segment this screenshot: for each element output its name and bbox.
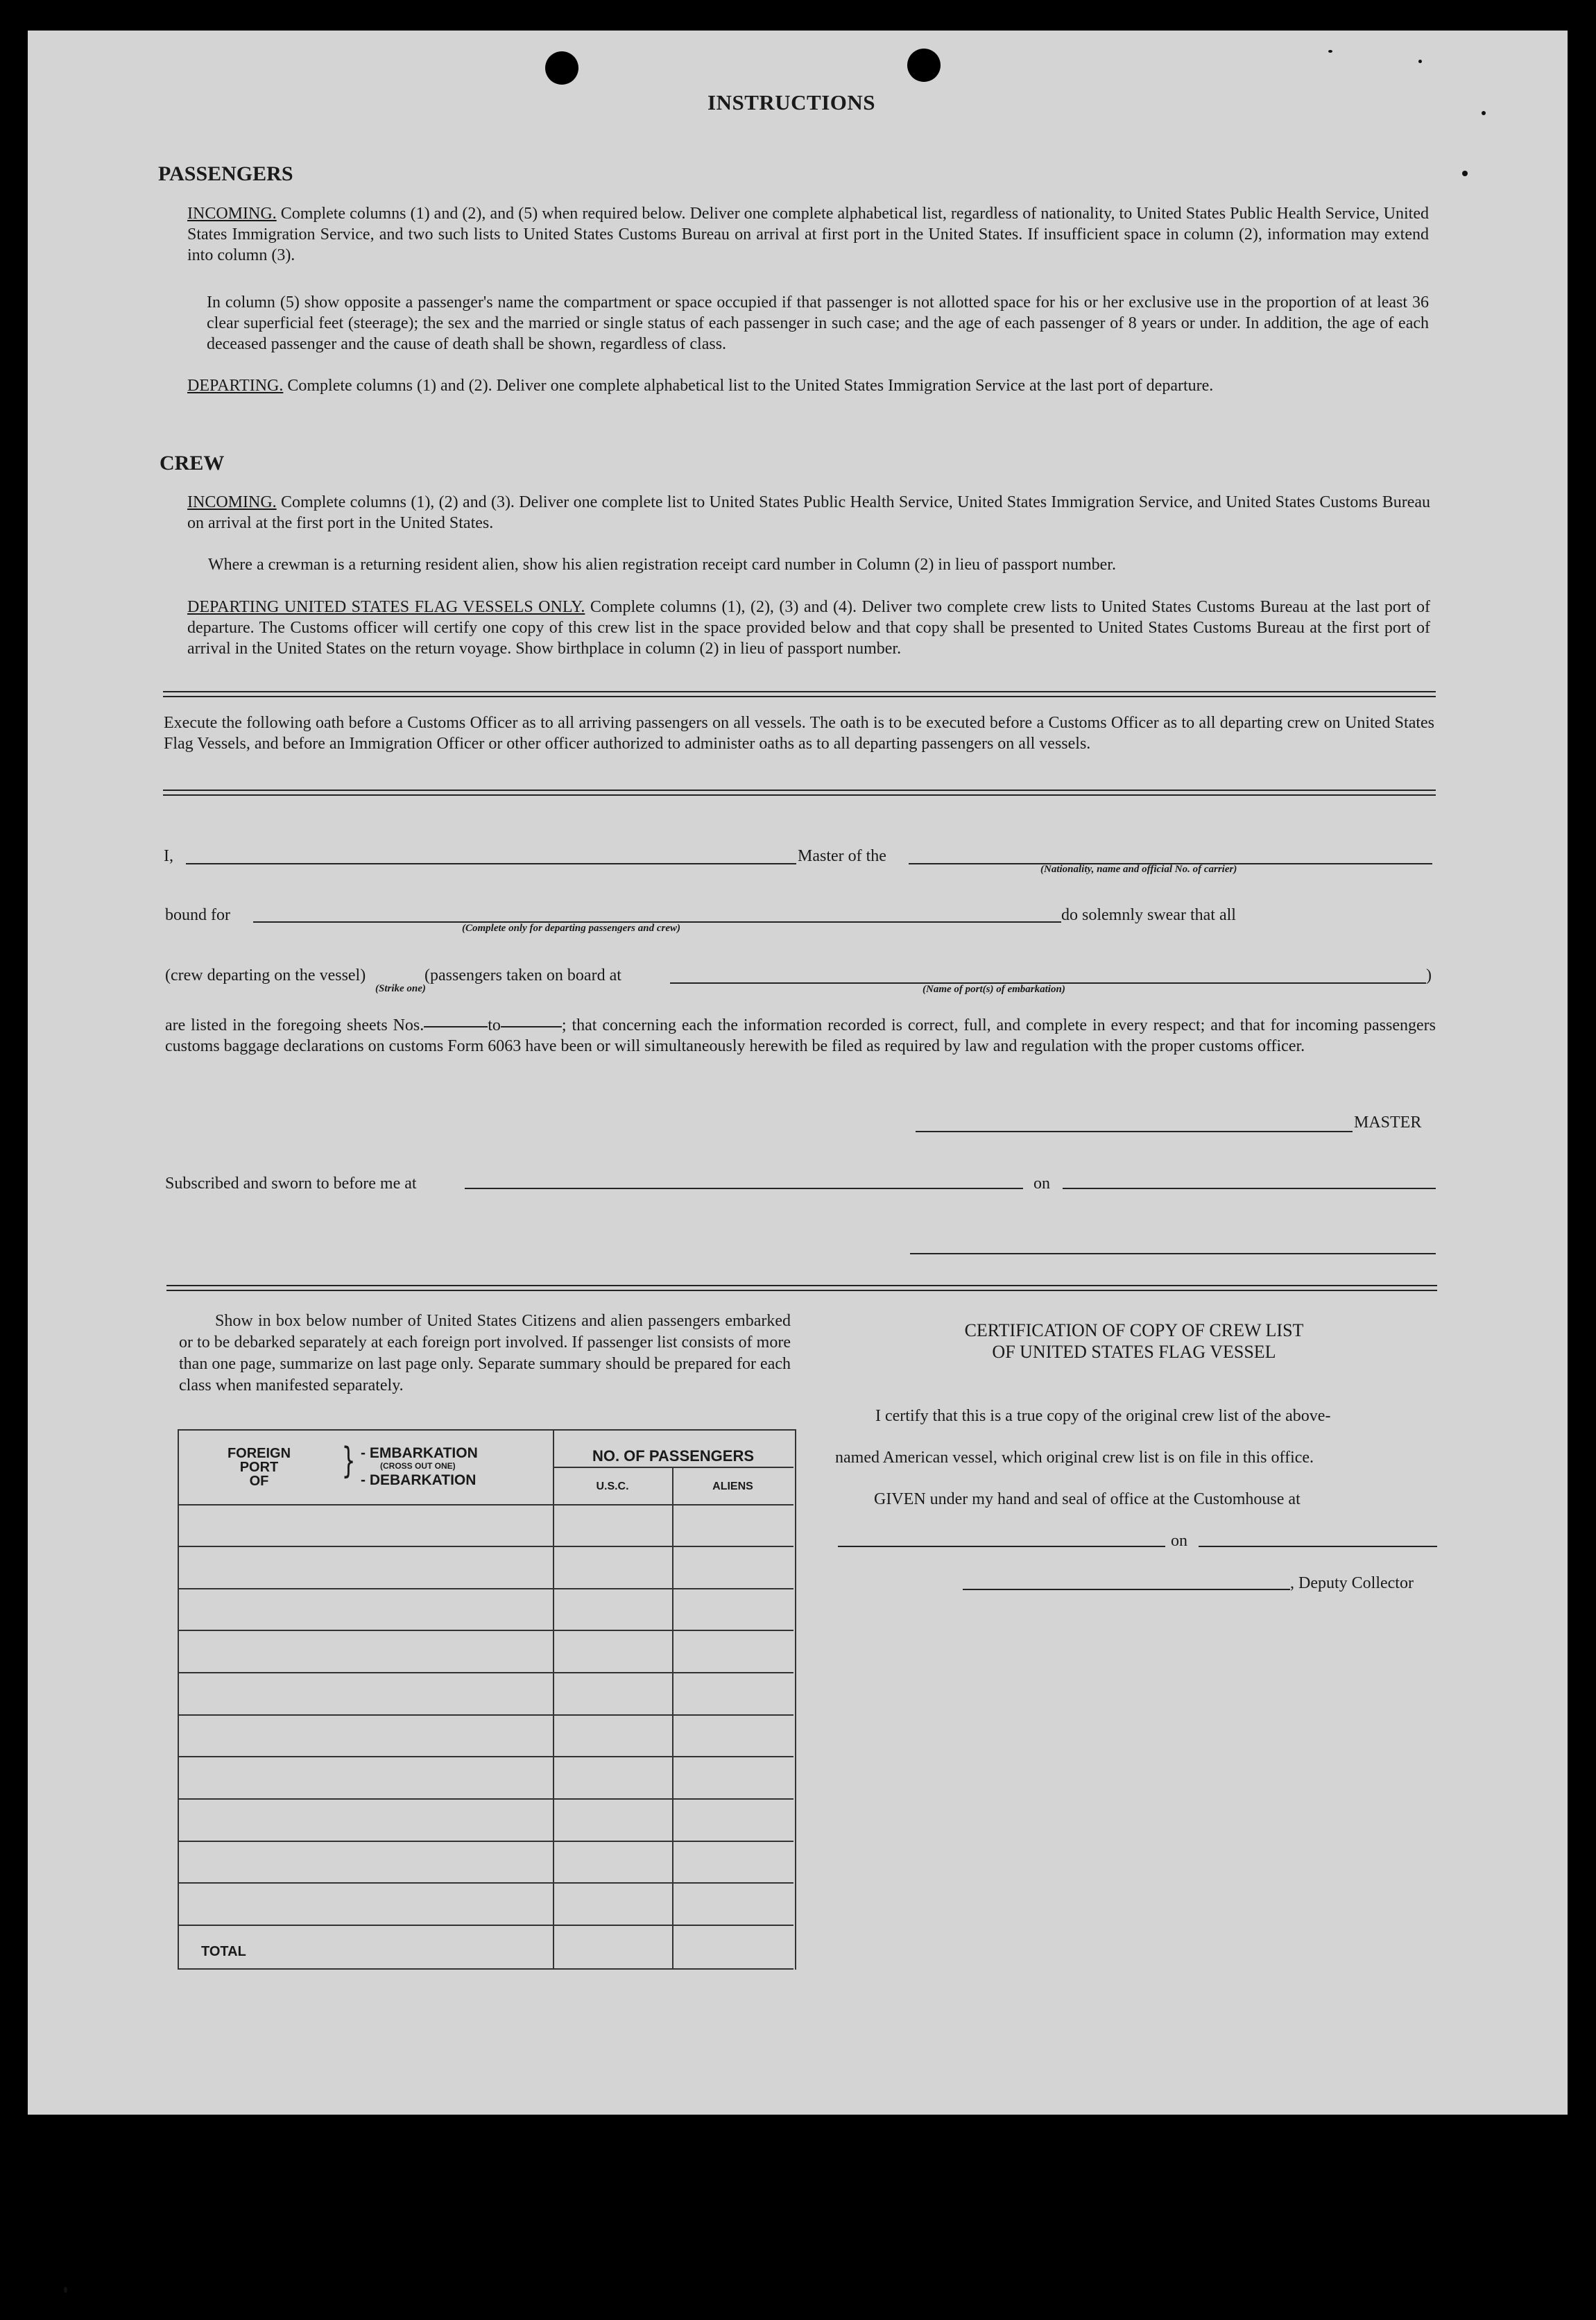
header-bottom-line (179, 1504, 793, 1506)
divider-double-line (163, 790, 1436, 796)
sworn-on-label: on (1033, 1175, 1050, 1193)
oath-i-label: I, (164, 847, 173, 865)
bound-for-caption: (Complete only for departing passengers and crew) (462, 923, 680, 934)
cert-on-label: on (1171, 1532, 1187, 1550)
table-row-line (179, 1882, 793, 1884)
crew-incoming-text: Complete columns (1), (2) and (3). Deliver one complete list to United States Public Health Service, United States Immigration Service, and United States Customs Bureau on arrival at the first port in the United States. (187, 493, 1431, 532)
brace-icon: } (341, 1440, 356, 1482)
table-row-line (179, 1546, 793, 1547)
crew-departing-text: Complete columns (1), (2), (3) and (4). Deliver two complete crew lists to United States Customs Bureau at the last port of departure. The Customs officer will certify one copy of this crew list in the space provided below and that copy shall be presented to United States Customs Bureau at the first port of arrival in the United States on the return voyage. Show birthplace in column (2) in lieu of passport number. (187, 598, 1430, 658)
table-bottom-line (179, 1968, 793, 1970)
sheet-from-field[interactable] (424, 1026, 488, 1027)
crew-resident-paragraph: Where a crewman is a returning resident alien, show his alien registration receipt card number in Column (2) in lieu of passport number. (208, 556, 1116, 574)
sheet-to-field[interactable] (501, 1026, 562, 1027)
table-divider (553, 1429, 554, 1970)
table-row-line (179, 1756, 793, 1757)
passengers-incoming-paragraph (187, 203, 1429, 266)
speck (1328, 50, 1332, 53)
listed-text-a: are listed in the foregoing sheets Nos. (165, 1016, 424, 1034)
certification-title (867, 1320, 1401, 1363)
carrier-caption: (Nationality, name and official No. of carrier) (1040, 864, 1237, 875)
sworn-date-field[interactable] (1063, 1188, 1436, 1189)
table-row-line (179, 1798, 793, 1800)
passengers-column5-paragraph: In column (5) show opposite a passenger's name the compartment or space occupied if that passenger is not allotted space for his or her exclusive use in the proportion of at least 36 clear superficial feet (steerage); the sex and the married or single status of each passenger in such case; and the age of each passenger of 8 years or under. In addition, the age of each deceased passenger and the cause of death shall be shown, regardless of class. (207, 293, 1429, 353)
crew-departing-option[interactable]: (crew departing on the vessel) (165, 966, 366, 984)
cross-out-caption: (CROSS OUT ONE) (380, 1461, 456, 1471)
crew-departing-label: DEPARTING UNITED STATES FLAG VESSELS ONLY. (187, 598, 585, 616)
given-line: GIVEN under my hand and seal of office at the Customhouse at (874, 1490, 1301, 1508)
officer-signature-field[interactable] (910, 1253, 1436, 1254)
no-passengers-header: NO. OF PASSENGERS (592, 1447, 755, 1465)
listed-sheets-paragraph (165, 1015, 1436, 1057)
listed-text-b: ; that concerning each the information recorded is correct, full, and complete in every respect; and that for incoming passengers customs baggage declarations on customs Form 6063 have been or will simultaneously herewith be filed as required by law and regulation with the proper customs officer. (165, 1016, 1436, 1055)
passengers-heading: PASSENGERS (158, 162, 293, 185)
table-row-line (179, 1841, 793, 1842)
master-of-the-label: Master of the (798, 847, 886, 865)
deputy-collector-signature-field[interactable] (963, 1589, 1290, 1590)
certification-title-line1: CERTIFICATION OF COPY OF CREW LIST (964, 1320, 1304, 1340)
table-row-line (179, 1714, 793, 1716)
crew-heading: CREW (160, 452, 225, 475)
debarkation-option[interactable]: - DEBARKATION (361, 1472, 477, 1488)
usc-header: U.S.C. (596, 1481, 629, 1492)
passengers-departing-text: Complete columns (1) and (2). Deliver one complete alphabetical list to the United States Immigration Service at the last port of departure. (287, 377, 1214, 395)
master-label: MASTER (1354, 1114, 1422, 1132)
listed-to: to (488, 1016, 501, 1034)
cert-date-field[interactable] (1199, 1546, 1437, 1547)
header-separator (553, 1467, 793, 1468)
speck (64, 2287, 67, 2293)
certification-title-line2: OF UNITED STATES FLAG VESSEL (992, 1342, 1276, 1362)
crew-incoming-label: INCOMING. (187, 493, 277, 511)
passenger-summary-table (178, 1429, 796, 1970)
page-title: INSTRUCTIONS (707, 90, 876, 114)
speck (1482, 111, 1486, 115)
passengers-departing-paragraph (187, 375, 1430, 396)
embarkation-option[interactable]: - EMBARKATION (361, 1445, 478, 1461)
total-label: TOTAL (201, 1944, 246, 1959)
passengers-departing-label: DEPARTING. (187, 377, 284, 395)
summary-intro: Show in box below number of United States Citizens and alien passengers embarked or to be debarked separately at each foreign port involved. If passenger list consists of more than one page, summarize on last page only. Separate summary should be prepared for each class when manifested separately. (179, 1312, 791, 1394)
customhouse-field[interactable] (838, 1546, 1165, 1547)
ports-caption: (Name of port(s) of embarkation) (923, 984, 1065, 995)
punch-hole-left (545, 51, 578, 85)
passengers-taken-option[interactable]: (passengers taken on board at (424, 966, 621, 984)
crew-departing-paragraph (187, 597, 1430, 659)
passengers-incoming-label: INCOMING. (187, 205, 277, 223)
bound-for-label: bound for (165, 906, 230, 924)
of-label: OF (249, 1474, 269, 1489)
certify-line-b: named American vessel, which original crew list is on file in this office. (835, 1449, 1314, 1467)
table-row-line (179, 1588, 793, 1589)
crew-incoming-paragraph (187, 492, 1430, 534)
divider-double-line (163, 691, 1436, 697)
oath-intro-paragraph: Execute the following oath before a Customs Officer as to all arriving passengers on all vessels. The oath is to be executed before a Customs Officer as to all departing crew on United States Flag Vessels, and before an Immigration Officer or other officer authorized to administer oaths as to all departing passengers on all vessels. (164, 714, 1434, 753)
deputy-collector-label: , Deputy Collector (1290, 1574, 1414, 1592)
divider-double-line (166, 1285, 1437, 1291)
table-row-line (179, 1672, 793, 1673)
subscribed-label: Subscribed and sworn to before me at (165, 1175, 417, 1193)
punch-hole-right (907, 49, 941, 82)
foreign-port-of-label (205, 1447, 313, 1488)
master-name-field[interactable] (186, 863, 796, 864)
speck (1462, 171, 1468, 176)
passengers-incoming-text: Complete columns (1) and (2), and (5) when required below. Deliver one complete alphabetical list, regardless of nationality, to United States Public Health Service, United States Immigration Service, and two such lists to United States Customs Bureau on arrival at first port in the United States. If insufficient space in column (2), information may extend into column (3). (187, 205, 1429, 264)
table-row-line (179, 1925, 793, 1926)
sworn-location-field[interactable] (465, 1188, 1023, 1189)
do-solemnly-swear-label: do solemnly swear that all (1061, 906, 1236, 924)
table-divider (672, 1467, 673, 1970)
certify-line-a: I certify that this is a true copy of the original crew list of the above- (875, 1407, 1331, 1425)
aliens-header: ALIENS (712, 1481, 753, 1492)
table-row-line (179, 1630, 793, 1631)
close-paren: ) (1426, 966, 1432, 984)
master-signature-field[interactable] (916, 1131, 1353, 1132)
speck (1418, 60, 1422, 63)
strike-one-caption: (Strike one) (375, 983, 426, 994)
foreign-label: FOREIGN (227, 1446, 291, 1461)
port-label: PORT (239, 1460, 279, 1475)
